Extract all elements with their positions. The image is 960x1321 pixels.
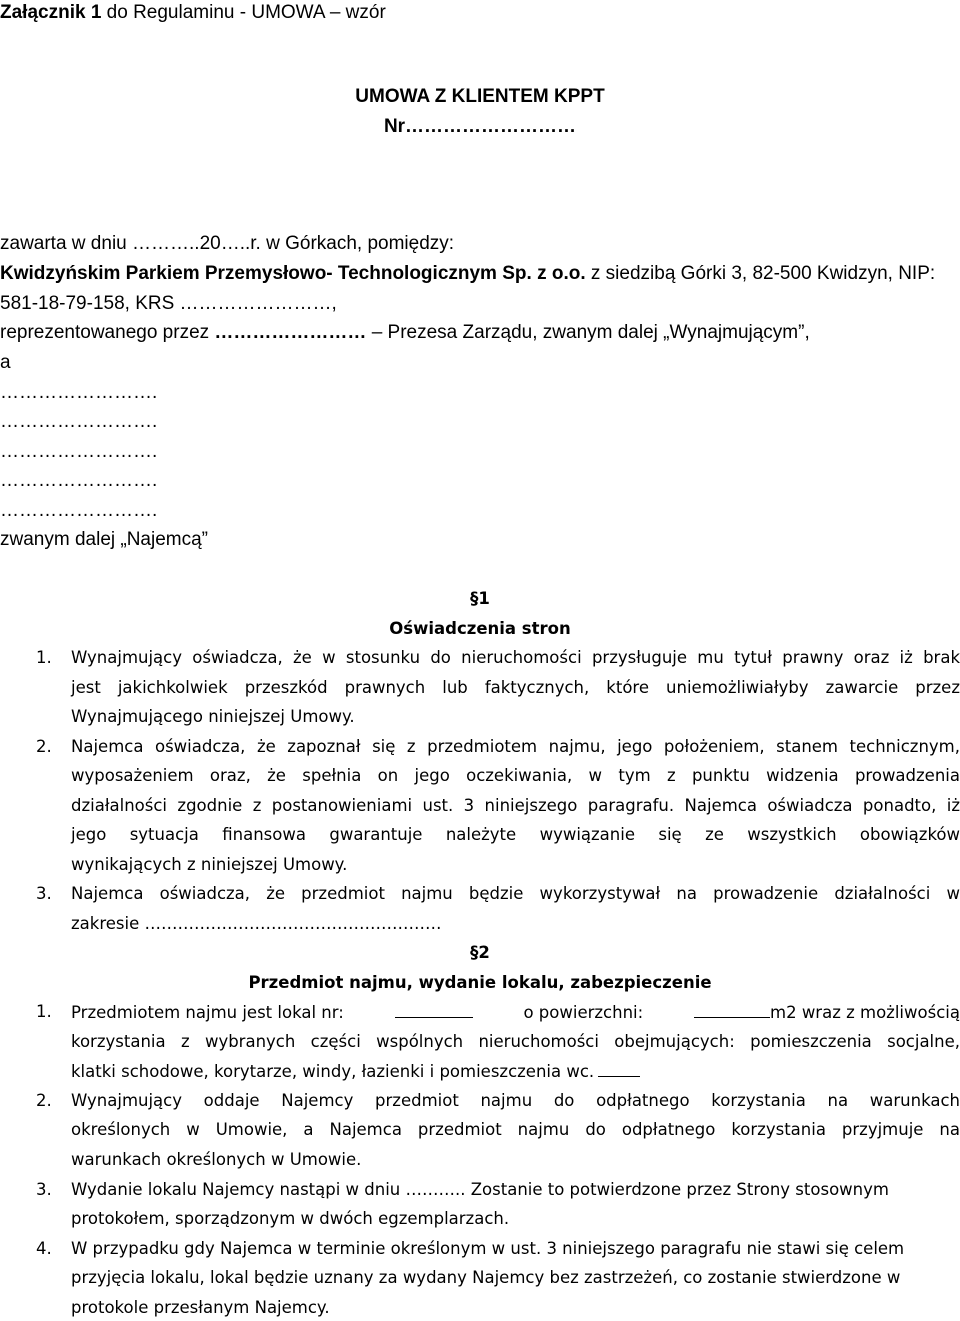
contract-number: Nr……………………… xyxy=(383,116,577,137)
representative-role: – Prezesa Zarządu, zwanym dalej „Wynajmującym”, xyxy=(366,322,810,343)
s2-item-3-line-2: protokołem, sporządzonym w dwóch egzemplarzach. xyxy=(71,1209,510,1228)
s1-item-2-line-5: wynikających z niniejszej Umowy. xyxy=(71,855,348,874)
area-label: o powierzchni: xyxy=(523,1003,644,1022)
represented-by-label: reprezentowanego przez xyxy=(0,322,215,343)
area-unit: m2 wraz z możliwością xyxy=(770,1003,960,1022)
tenant-blank-3: ……………………. xyxy=(0,441,158,462)
s2-item-2-number: 2. xyxy=(36,1091,52,1110)
s2-item-4-line-3: protokole przesłanym Najemcy. xyxy=(71,1298,330,1317)
s1-item-2-line-1: Najemca oświadcza, że zapoznał się z przedmiotem najmu, jego położeniem, stanem technicznym, xyxy=(71,737,960,756)
s2-item-3-line-1: Wydanie lokalu Najemcy nastąpi w dniu ……….. Zostanie to potwierdzone przez Strony stosownym xyxy=(71,1180,889,1199)
intro-line-3: 581-18-79-158, KRS ……………………, xyxy=(0,293,337,314)
s1-item-2-line-3: działalności zgodnie z postanowieniami ust. 3 niniejszego paragrafu. Najemca oświadcza ponadto, iż xyxy=(71,796,960,815)
section-1-number: §1 xyxy=(470,589,490,608)
section-1-title: Oświadczenia stron xyxy=(389,619,571,638)
s1-item-2-line-2: wyposażeniem oraz, że spełnia on jego oczekiwania, w tym z punktu widzenia prowadzenia xyxy=(71,766,960,785)
contract-title: UMOWA Z KLIENTEM KPPT xyxy=(355,86,605,107)
s1-item-1-line-2: jest jakichkolwiek przeszkód prawnych lub faktycznych, które uniemożliwiałyby zawarcie przez xyxy=(71,678,960,697)
common-areas-text: klatki schodowe, korytarze, windy, łazienki i pomieszczenia wc. xyxy=(71,1062,595,1081)
unit-number-blank xyxy=(395,999,473,1018)
s2-item-3-number: 3. xyxy=(36,1180,52,1199)
s2-item-2-line-1: Wynajmujący oddaje Najemcy przedmiot najmu do odpłatnego korzystania na warunkach xyxy=(71,1091,960,1110)
s1-item-3-line-2: zakresie ……………………………………………… xyxy=(71,914,442,933)
s2-item-1-line-1 xyxy=(71,999,960,1026)
s2-item-4-line-2: przyjęcia lokalu, lokal będzie uznany za wydany Najemcy bez zastrzeżeń, co zostanie stwierdzone w xyxy=(71,1268,901,1287)
representative-blank: …………………… xyxy=(214,322,367,343)
s1-item-1-line-3: Wynajmującego niniejszej Umowy. xyxy=(71,707,355,726)
s1-item-2-line-4: jego sytuacja finansowa gwarantuje należyte wywiązanie się ze wszystkich obowiązków xyxy=(71,825,960,844)
intro-line-4 xyxy=(0,320,810,346)
intro-line-1: zawarta w dniu ………..20…..r. w Górkach, pomiędzy: xyxy=(0,233,455,254)
s1-item-3-number: 3. xyxy=(36,884,52,903)
s2-item-1-line-3 xyxy=(71,1058,960,1085)
s2-item-4-number: 4. xyxy=(36,1239,52,1258)
tenant-alias: zwanym dalej „Najemcą” xyxy=(0,529,209,550)
area-group xyxy=(694,999,960,1026)
s1-item-2-number: 2. xyxy=(36,737,52,756)
tenant-blank-4: ……………………. xyxy=(0,470,158,491)
unit-number-label: Przedmiotem najmu jest lokal nr: xyxy=(71,1003,344,1022)
s2-item-4-line-1: W przypadku gdy Najemca w terminie określonym w ust. 3 niniejszego paragrafu nie stawi się celem xyxy=(71,1239,905,1258)
s2-item-2-line-2: określonych w Umowie, a Najemca przedmiot najmu do odpłatnego korzystania przyjmuje na xyxy=(71,1120,960,1139)
section-2-title: Przedmiot najmu, wydanie lokalu, zabezpieczenie xyxy=(248,973,712,992)
company-name: Kwidzyńskim Parkiem Przemysłowo- Technologicznym Sp. z o.o. xyxy=(0,263,586,284)
tenant-blank-1: ……………………. xyxy=(0,382,158,403)
intro-and: a xyxy=(0,352,11,373)
company-address: z siedzibą Górki 3, 82-500 Kwidzyn, NIP: xyxy=(585,263,936,284)
wc-blank xyxy=(598,1058,640,1077)
s2-item-2-line-3: warunkach określonych w Umowie. xyxy=(71,1150,362,1169)
intro-line-2 xyxy=(0,261,935,287)
annex-rest: do Regulaminu - UMOWA – wzór xyxy=(101,2,386,23)
s1-item-3-line-1: Najemca oświadcza, że przedmiot najmu będzie wykorzystywał na prowadzenie działalności w xyxy=(71,884,960,903)
annex-label: Załącznik 1 xyxy=(0,2,102,23)
s2-item-1-line-2: korzystania z wybranych części wspólnych nieruchomości obejmujących: pomieszczenia socjalne, xyxy=(71,1032,960,1051)
annex-header xyxy=(0,0,386,26)
area-blank xyxy=(694,999,770,1018)
s1-item-1-number: 1. xyxy=(36,648,52,667)
s2-item-1-number: 1. xyxy=(36,1002,52,1021)
section-2-number: §2 xyxy=(470,943,490,962)
tenant-blank-5: ……………………. xyxy=(0,500,158,521)
s1-item-1-line-1: Wynajmujący oświadcza, że w stosunku do nieruchomości przysługuje mu tytuł prawny oraz iż brak xyxy=(71,648,960,667)
tenant-blank-2: ……………………. xyxy=(0,411,158,432)
